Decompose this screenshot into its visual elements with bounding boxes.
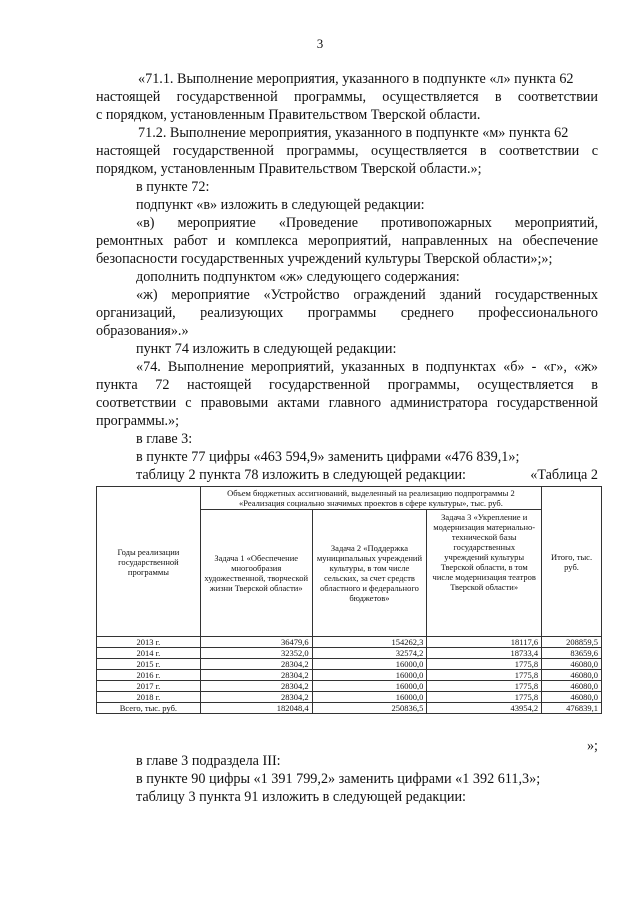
- cell-task3: 1775,8: [427, 681, 542, 692]
- paragraph-line: в главе 3:: [136, 431, 193, 447]
- paragraph-line: таблицу 3 пункта 91 изложить в следующей редакции:: [136, 789, 466, 805]
- cell-task1: 32352,0: [200, 648, 312, 659]
- paragraph-line: в пункте 72:: [136, 179, 210, 195]
- cell-total: 46080,0: [542, 659, 602, 670]
- table-row: [97, 692, 602, 703]
- paragraph-line: пункт 74 изложить в следующей редакции:: [136, 341, 397, 357]
- header-task-1: Задача 1 «Обеспечение многообразия художественной, творческой жизни Тверской области»: [200, 510, 312, 637]
- paragraph-line: с порядком, установленным Правительством Тверской области.: [96, 107, 481, 123]
- table-row: [97, 648, 602, 659]
- cell-year: 2017 г.: [97, 681, 201, 692]
- paragraph-line: таблицу 2 пункта 78 изложить в следующей редакции:: [136, 467, 466, 483]
- cell-task3: 18117,6: [427, 637, 542, 648]
- paragraph-line: безопасности государственных учреждений культуры Тверской области»;»;: [96, 251, 553, 267]
- header-group: Объем бюджетных ассигнований, выделенный на реализацию подпрограммы 2 «Реализация социально значимых проектов в сфере культуры», тыс. руб.: [200, 487, 541, 510]
- paragraph-line: настоящей государственной программы, осуществляется в соответствии: [96, 89, 598, 105]
- cell-total: 46080,0: [542, 670, 602, 681]
- table-row: [97, 681, 602, 692]
- cell-task2: 16000,0: [312, 659, 427, 670]
- paragraph-line: пункта 72 настоящей государственной программы, осуществляется в: [96, 377, 598, 393]
- header-total: Итого, тыс. руб.: [542, 487, 602, 637]
- cell-total: 46080,0: [542, 692, 602, 703]
- header-years: Годы реализации государственной программы: [97, 487, 201, 637]
- cell-task1: 28304,2: [200, 659, 312, 670]
- budget-table: [96, 486, 602, 714]
- paragraph-line: в главе 3 подраздела III:: [136, 753, 281, 769]
- cell-task1: 28304,2: [200, 681, 312, 692]
- paragraph-line: «74. Выполнение мероприятий, указанных в подпунктах «б» - «г», «ж»: [136, 359, 598, 375]
- paragraph-line: в пункте 90 цифры «1 391 799,2» заменить цифрами «1 392 611,3»;: [136, 771, 541, 787]
- paragraph-line: «ж) мероприятие «Устройство ограждений зданий государственных: [136, 287, 598, 303]
- header-task-2: Задача 2 «Поддержка муниципальных учреждений культуры, в том числе сельских, за счет средств областного и федерального бюджетов»: [312, 510, 427, 637]
- cell-task2: 250836,5: [312, 703, 427, 714]
- cell-task3: 1775,8: [427, 659, 542, 670]
- cell-year: 2014 г.: [97, 648, 201, 659]
- cell-task3: 1775,8: [427, 670, 542, 681]
- cell-task1: 28304,2: [200, 670, 312, 681]
- cell-task3: 18733,4: [427, 648, 542, 659]
- cell-task1: 28304,2: [200, 692, 312, 703]
- paragraph-line: ремонтных работ и комплекса мероприятий, направленных на обеспечение: [96, 233, 598, 249]
- table-total-row: [97, 703, 602, 714]
- cell-year: 2018 г.: [97, 692, 201, 703]
- paragraph-line: «71.1. Выполнение мероприятия, указанного в подпункте «л» пункта 62: [138, 71, 574, 87]
- cell-task2: 32574,2: [312, 648, 427, 659]
- paragraph-line: соответствии с правовыми актами главного администратора государственной: [96, 395, 598, 411]
- table-label: «Таблица 2: [530, 467, 598, 483]
- header-task-3: Задача 3 «Укрепление и модернизация материально-технической базы государственных учреждений культуры Тверской области, в том числе модернизация театров Тверской области»: [427, 510, 542, 637]
- paragraph-line: образования».»: [96, 323, 189, 339]
- cell-task3: 43954,2: [427, 703, 542, 714]
- cell-task2: 154262,3: [312, 637, 427, 648]
- paragraph-line: «в) мероприятие «Проведение противопожарных мероприятий,: [136, 215, 598, 231]
- paragraph-line: дополнить подпунктом «ж» следующего содержания:: [136, 269, 460, 285]
- paragraph-line: 71.2. Выполнение мероприятия, указанного в подпункте «м» пункта 62: [138, 125, 569, 141]
- cell-year: Всего, тыс. руб.: [97, 703, 201, 714]
- cell-total: 476839,1: [542, 703, 602, 714]
- cell-task2: 16000,0: [312, 681, 427, 692]
- cell-task1: 182048,4: [200, 703, 312, 714]
- table-close: »;: [586, 738, 598, 754]
- page-number: 3: [316, 36, 324, 51]
- cell-year: 2016 г.: [97, 670, 201, 681]
- paragraph-line: программы.»;: [96, 413, 180, 429]
- paragraph-line: порядком, установленным Правительством Тверской области.»;: [96, 161, 482, 177]
- paragraph-line: в пункте 77 цифры «463 594,9» заменить цифрами «476 839,1»;: [136, 449, 520, 465]
- cell-total: 208859,5: [542, 637, 602, 648]
- paragraph-line: организаций, реализующих программы среднего профессионального: [96, 305, 598, 321]
- cell-task3: 1775,8: [427, 692, 542, 703]
- cell-task2: 16000,0: [312, 692, 427, 703]
- table-row: [97, 659, 602, 670]
- cell-task1: 36479,6: [200, 637, 312, 648]
- table-header-row: [97, 487, 602, 510]
- paragraph-line: подпункт «в» изложить в следующей редакции:: [136, 197, 425, 213]
- table-row: [97, 637, 602, 648]
- cell-total: 46080,0: [542, 681, 602, 692]
- cell-total: 83659,6: [542, 648, 602, 659]
- cell-year: 2015 г.: [97, 659, 201, 670]
- paragraph-line: настоящей государственной программы, осуществляется в соответствии с: [96, 143, 598, 159]
- cell-task2: 16000,0: [312, 670, 427, 681]
- cell-year: 2013 г.: [97, 637, 201, 648]
- table-row: [97, 670, 602, 681]
